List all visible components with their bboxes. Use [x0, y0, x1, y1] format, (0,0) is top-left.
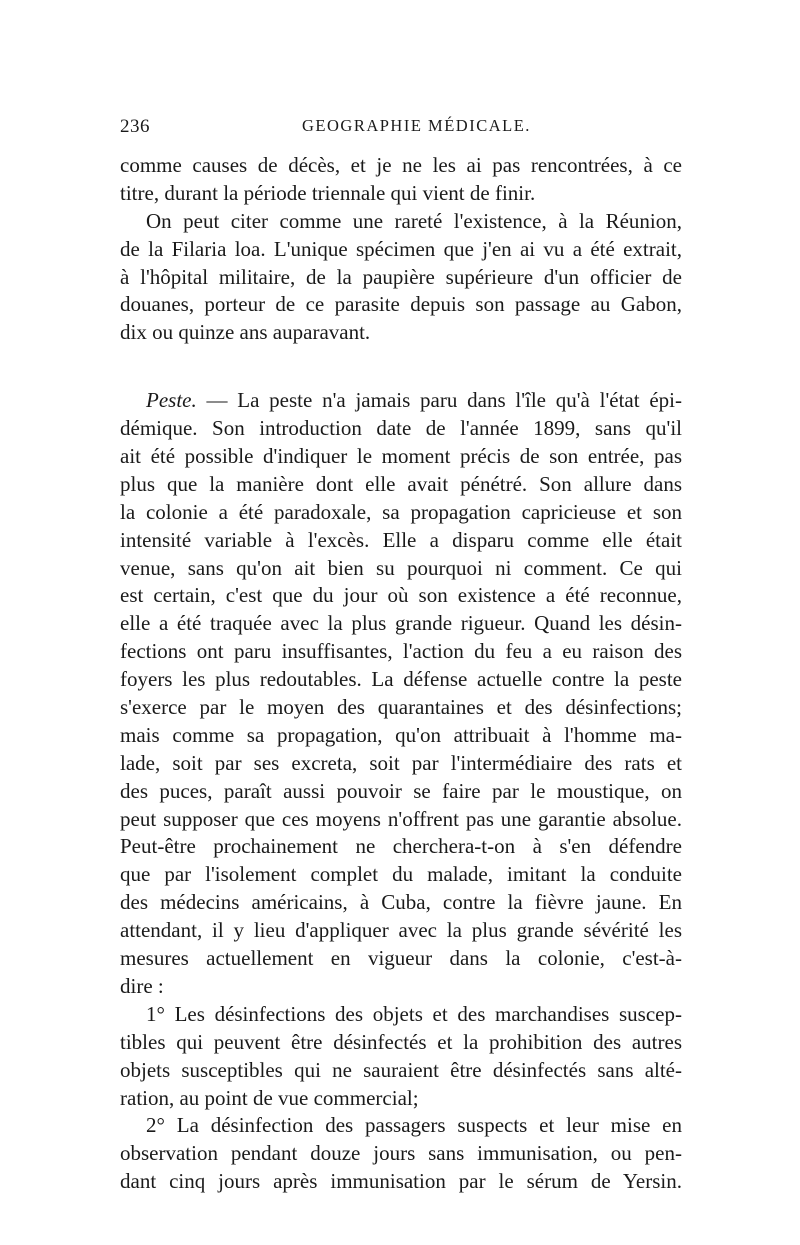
running-head: GEOGRAPHIE MÉDICALE.: [302, 116, 531, 135]
text-line: dant cinq jours après immunisation par le sérum de Yersin.: [120, 1169, 682, 1194]
paragraph-item-2: [120, 1112, 682, 1196]
text-line: Peut-être prochainement ne cherchera-t-on à s'en défendre: [120, 834, 682, 859]
text-line: On peut citer comme une rareté l'existence, à la Réunion,: [146, 208, 682, 233]
text-line: s'exerce par le moyen des quarantaines et des désinfections;: [120, 695, 682, 720]
body-text: [120, 152, 682, 1196]
text-line: peut supposer que ces moyens n'offrent pas une garantie absolue.: [120, 806, 682, 831]
text-line: venue, sans qu'on ait bien su pourquoi ni comment. Ce qui: [120, 555, 682, 580]
text-line: démique. Son introduction date de l'année 1899, sans qu'il: [120, 416, 682, 441]
paragraph-item-1: [120, 1001, 682, 1113]
text-line: attendant, il y lieu d'appliquer avec la plus grande sévérité les: [120, 918, 682, 943]
paragraph-2: [120, 208, 682, 347]
paragraph-1: [120, 152, 682, 208]
text-line: foyers les plus redoutables. La défense actuelle contre la peste: [120, 667, 682, 692]
text-line: mais comme sa propagation, qu'on attribuait à l'homme ma-: [120, 722, 682, 747]
text-line: dire :: [120, 973, 164, 998]
text-line: des médecins américains, à Cuba, contre la fièvre jaune. En: [120, 890, 682, 915]
text-line: intensité variable à l'excès. Elle a disparu comme elle était: [120, 527, 682, 552]
page-number: 236: [120, 116, 150, 137]
text-line: dix ou quinze ans auparavant.: [120, 320, 371, 345]
text-line: fections ont paru insuffisantes, l'action du feu a eu raison des: [120, 639, 682, 664]
section-heading-peste: Peste.: [146, 388, 197, 413]
text-line: ration, au point de vue commercial;: [120, 1085, 419, 1110]
text-line: est certain, c'est que du jour où son existence a été reconnue,: [120, 583, 682, 608]
text-line: tibles qui peuvent être désinfectés et la prohibition des autres: [120, 1029, 682, 1054]
text-line: [120, 387, 682, 415]
text-line: objets susceptibles qui ne sauraient être désinfectés sans alté-: [120, 1057, 682, 1082]
text-line: lade, soit par ses excreta, soit par l'intermédiaire des rats et: [120, 750, 682, 775]
paragraph-peste: [120, 387, 682, 1001]
text-line: des puces, paraît aussi pouvoir se faire par le moustique, on: [120, 778, 682, 803]
text-line: à l'hôpital militaire, de la paupière supérieure d'un officier de: [120, 264, 682, 289]
text-line: 2° La désinfection des passagers suspects et leur mise en: [146, 1113, 682, 1138]
section-gap: [120, 347, 682, 387]
text-line: titre, durant la période triennale qui vient de finir.: [120, 180, 536, 205]
text-line: de la Filaria loa. L'unique spécimen que j'en ai vu a été extrait,: [120, 236, 682, 261]
text-span: — La peste n'a jamais paru dans l'île qu'à l'état épi-: [196, 388, 682, 413]
text-line: plus que la manière dont elle avait pénétré. Son allure dans: [120, 471, 682, 496]
text-line: douanes, porteur de ce parasite depuis son passage au Gabon,: [120, 292, 682, 317]
text-line: 1° Les désinfections des objets et des marchandises suscep-: [146, 1001, 682, 1026]
text-line: ait été possible d'indiquer le moment précis de son entrée, pas: [120, 444, 682, 469]
text-line: elle a été traquée avec la plus grande rigueur. Quand les désin-: [120, 611, 682, 636]
text-line: comme causes de décès, et je ne les ai pas rencontrées, à ce: [120, 153, 682, 177]
text-line: la colonie a été paradoxale, sa propagation capricieuse et son: [120, 499, 682, 524]
page-header: [120, 116, 680, 144]
text-line: que par l'isolement complet du malade, imitant la conduite: [120, 862, 682, 887]
text-line: observation pendant douze jours sans immunisation, ou pen-: [120, 1141, 682, 1166]
text-line: mesures actuellement en vigueur dans la colonie, c'est-à-: [120, 946, 682, 971]
